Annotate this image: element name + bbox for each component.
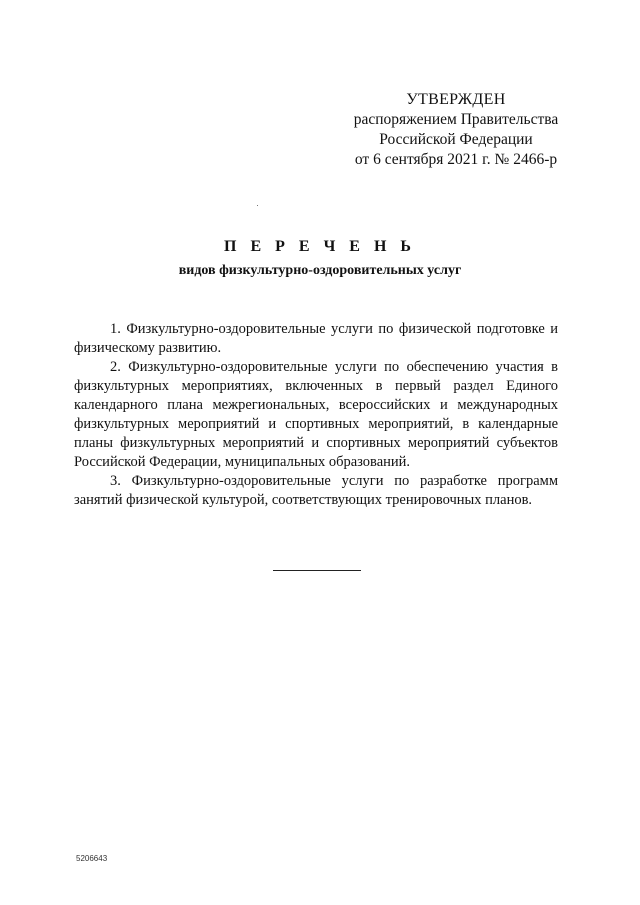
approval-line-2: Российской Федерации <box>379 131 533 148</box>
items-list <box>74 320 558 510</box>
approval-line-3: от 6 сентября 2021 г. № 2466-р <box>354 151 558 168</box>
document-title: П Е Р Е Ч Е Н Ь <box>224 238 416 255</box>
approval-line-1: распоряжением Правительства <box>353 111 559 128</box>
footer-code: 5206643 <box>76 854 108 863</box>
list-item: 3. Физкультурно-оздоровительные услуги по разработке программ занятий физической культурой, соответствующих тренировочных планов. <box>74 473 558 508</box>
scan-speck <box>257 205 258 206</box>
list-item: 2. Физкультурно-оздоровительные услуги по обеспечению участия в физкультурных мероприятиях, включенных в первый раздел Единого календарного плана межрегиональных, всероссийских и международных физкультурных мероприятий и спортивных мероприятий, в календарные планы физкультурных мероприятий и спортивных мероприятий субъектов Российской Федерации, муниципальных образований. <box>74 359 558 470</box>
approval-block <box>320 90 592 170</box>
list-item: 1. Физкультурно-оздоровительные услуги по физической подготовке и физическому развитию. <box>74 321 558 356</box>
approval-stamp: УТВЕРЖДЕН <box>406 91 506 108</box>
document-subtitle: видов физкультурно-оздоровительных услуг <box>178 263 462 278</box>
end-divider <box>273 570 361 571</box>
